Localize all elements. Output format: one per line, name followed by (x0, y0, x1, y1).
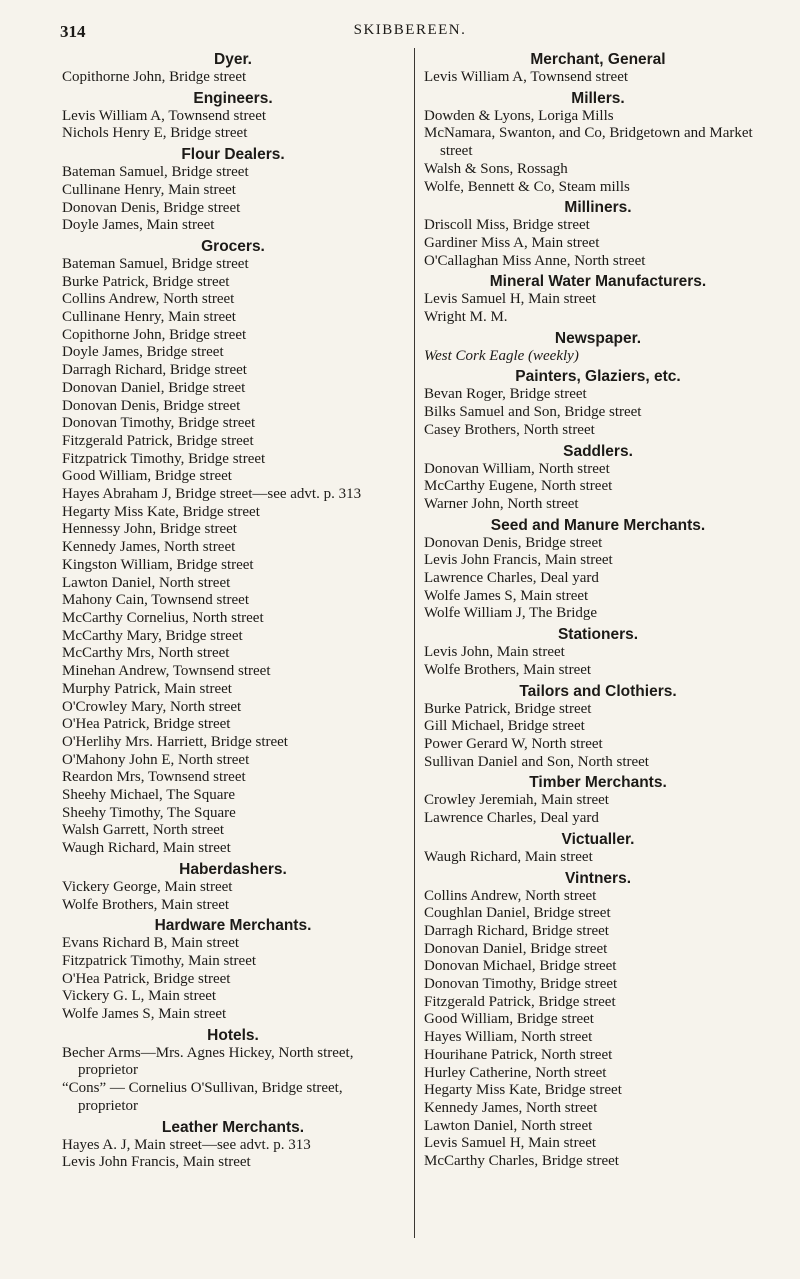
directory-entry: Levis John Francis, Main street (424, 552, 613, 569)
directory-entry: Darragh Richard, Bridge street (424, 922, 609, 939)
section-heading: Mineral Water Manufacturers. (489, 273, 707, 291)
directory-entry: Copithorne John, Bridge street (62, 69, 247, 85)
section-heading: Grocers. (201, 237, 265, 255)
directory-entry: Hegarty Miss Kate, Bridge street (62, 503, 260, 520)
directory-entry: Coughlan Daniel, Bridge street (424, 905, 611, 922)
directory-entry: Hayes William, North street (424, 1029, 593, 1046)
section-heading: Merchant, General (530, 51, 666, 68)
section-stationers (424, 625, 772, 679)
directory-entry: Evans Richard B, Main street (62, 935, 240, 952)
directory-entry: Wolfe William J, The Bridge (424, 605, 598, 622)
directory-entry: Darragh Richard, Bridge street (62, 362, 247, 379)
section-grocers (62, 237, 404, 858)
directory-entry: Bevan Roger, Bridge street (424, 386, 587, 403)
page-number: 314 (60, 22, 86, 41)
section-vintners (424, 869, 772, 1171)
directory-entry: O'Callaghan Miss Anne, North street (424, 252, 646, 269)
directory-entry: Cullinane Henry, Main street (62, 181, 236, 198)
section-heading: Hardware Merchants. (154, 917, 312, 935)
directory-entry: Donovan Denis, Bridge street (62, 397, 241, 414)
directory-entry: Hegarty Miss Kate, Bridge street (424, 1082, 622, 1099)
section-flour-dealers (62, 145, 404, 235)
section-painters-glaziers-etc (424, 367, 772, 439)
section-seed-and-manure-merchants (424, 516, 772, 624)
directory-entry: Waugh Richard, Main street (62, 840, 231, 857)
directory-entry: Good William, Bridge street (424, 1011, 594, 1028)
directory-entry: O'Hea Patrick, Bridge street (62, 716, 231, 733)
section-saddlers (424, 442, 772, 514)
directory-entry: Crowley Jeremiah, Main street (424, 792, 609, 809)
section-heading: Timber Merchants. (529, 774, 667, 792)
directory-entry: Burke Patrick, Bridge street (424, 700, 592, 717)
directory-entry: Donovan Michael, Bridge street (424, 958, 617, 975)
section-heading: Milliners. (564, 199, 632, 217)
directory-entry: Gardiner Miss A, Main street (424, 234, 600, 251)
directory-entry: Donovan William, North street (424, 460, 610, 477)
section-millers (424, 89, 772, 197)
section-heading: Leather Merchants. (161, 1118, 305, 1136)
directory-entry: McCarthy Cornelius, North street (62, 609, 264, 626)
directory-entry: Levis Samuel H, Main street (424, 291, 597, 308)
directory-entry: Gill Michael, Bridge street (424, 718, 585, 735)
directory-entry: McCarthy Eugene, North street (424, 478, 613, 495)
directory-entry: Levis William A, Townsend street (424, 69, 629, 85)
directory-entry: Levis John, Main street (424, 644, 565, 661)
directory-entry: Cullinane Henry, Main street (62, 309, 236, 326)
section-leather-merchants (62, 1118, 404, 1172)
directory-entry: Wright M. M. (424, 309, 508, 326)
directory-entry: Mahony Cain, Townsend street (62, 592, 249, 609)
section-heading: Seed and Manure Merchants. (490, 516, 706, 534)
directory-entry: Wolfe James S, Main street (62, 1006, 227, 1023)
directory-entry: Warner John, North street (424, 495, 579, 512)
section-hotels (62, 1026, 404, 1116)
directory-entry: Fitzpatrick Timothy, Bridge street (62, 450, 266, 467)
directory-entry: Hayes A. J, Main street—see advt. p. 313 (62, 1136, 311, 1153)
section-tailors-and-clothiers (424, 682, 772, 772)
section-heading: Saddlers. (563, 442, 633, 460)
section-heading: Stationers. (557, 626, 639, 644)
directory-entry: Donovan Denis, Bridge street (62, 199, 241, 216)
section-heading: Dyer. (214, 51, 252, 68)
directory-entry: Hayes Abraham J, Bridge street—see advt. p. 313 (62, 486, 362, 503)
directory-entry: Levis John Francis, Main street (62, 1154, 251, 1171)
page-header (60, 22, 760, 44)
directory-entry: Dowden & Lyons, Loriga Mills (424, 107, 614, 124)
directory-entry: Kennedy James, North street (62, 539, 236, 556)
section-merchant-general (424, 50, 772, 87)
directory-entry: Doyle James, Main street (62, 217, 215, 234)
directory-entry: Hurley Catherine, North street (424, 1064, 607, 1081)
directory-entry: O'Mahony John E, North street (62, 751, 250, 768)
directory-entry: Reardon Mrs, Townsend street (62, 769, 246, 786)
section-timber-merchants (424, 773, 772, 827)
directory-entry: Casey Brothers, North street (424, 421, 595, 438)
directory-entry: Wolfe Brothers, Main street (424, 661, 592, 678)
directory-entry: McCarthy Mrs, North street (62, 645, 230, 662)
directory-entry: Doyle James, Bridge street (62, 344, 224, 361)
section-heading: Haberdashers. (179, 860, 287, 878)
directory-entry: Wolfe James S, Main street (424, 587, 589, 604)
section-heading: Tailors and Clothiers. (519, 682, 677, 700)
directory-entry: Wolfe, Bennett & Co, Steam mills (424, 178, 630, 195)
section-hardware-merchants (62, 916, 404, 1024)
section-heading: Newspaper. (554, 329, 642, 347)
directory-entry: West Cork Eagle (weekly) (424, 347, 579, 364)
directory-entry: Power Gerard W, North street (424, 735, 603, 752)
directory-entry: Bateman Samuel, Bridge street (62, 164, 249, 181)
section-heading: Engineers. (193, 89, 273, 107)
directory-entry: Lawton Daniel, North street (424, 1117, 593, 1134)
running-title: SKIBBEREEN. (353, 22, 467, 38)
directory-entry: Minehan Andrew, Townsend street (62, 663, 271, 680)
directory-entry: Lawton Daniel, North street (62, 574, 231, 591)
section-heading: Victualler. (561, 830, 635, 848)
directory-entry: Wolfe Brothers, Main street (62, 896, 230, 913)
directory-entry: Hourihane Patrick, North street (424, 1046, 613, 1063)
directory-entry: O'Crowley Mary, North street (62, 698, 242, 715)
directory-entry: Waugh Richard, Main street (424, 848, 593, 865)
column-divider (414, 48, 415, 1238)
directory-entry: Vickery G. L, Main street (62, 988, 217, 1005)
directory-entry: Donovan Timothy, Bridge street (62, 415, 256, 432)
section-heading: Painters, Glaziers, etc. (515, 368, 681, 386)
section-dyer (62, 50, 404, 87)
section-heading: Hotels. (207, 1026, 259, 1044)
directory-entry: Fitzpatrick Timothy, Main street (62, 952, 257, 969)
directory-entry: Walsh Garrett, North street (62, 822, 225, 839)
directory-entry: Donovan Daniel, Bridge street (62, 379, 246, 396)
section-mineral-water-manufacturers (424, 272, 772, 326)
directory-entry: Lawrence Charles, Deal yard (424, 810, 599, 827)
directory-entry: O'Hea Patrick, Bridge street (62, 970, 231, 987)
section-heading: Millers. (571, 89, 625, 107)
directory-entry: Collins Andrew, North street (424, 887, 597, 904)
section-heading: Flour Dealers. (181, 146, 285, 164)
directory-entry: Nichols Henry E, Bridge street (62, 125, 248, 142)
directory-entry: Hennessy John, Bridge street (62, 521, 237, 538)
directory-entry: Kingston William, Bridge street (62, 556, 254, 573)
directory-entry: Murphy Patrick, Main street (62, 680, 232, 697)
section-victualler (424, 830, 772, 867)
directory-entry: Levis Samuel H, Main street (424, 1135, 597, 1152)
directory-entry: McNamara, Swanton, and Co, Bridgetown and Market street (424, 125, 753, 160)
directory-entry: Fitzgerald Patrick, Bridge street (62, 432, 254, 449)
left-column (62, 48, 404, 1172)
directory-entry: Copithorne John, Bridge street (62, 326, 247, 343)
directory-entry: Sheehy Michael, The Square (62, 787, 236, 804)
directory-entry: “Cons” — Cornelius O'Sullivan, Bridge street, proprietor (62, 1080, 343, 1114)
directory-entry: Kennedy James, North street (424, 1099, 598, 1116)
directory-entry: Sheehy Timothy, The Square (62, 804, 236, 821)
directory-entry: Donovan Daniel, Bridge street (424, 940, 608, 957)
directory-entry: Burke Patrick, Bridge street (62, 273, 230, 290)
section-milliners (424, 198, 772, 270)
right-column (424, 48, 772, 1171)
section-heading: Vintners. (564, 869, 632, 887)
directory-entry: Good William, Bridge street (62, 468, 232, 485)
directory-entry: Becher Arms—Mrs. Agnes Hickey, North street, proprietor (62, 1044, 354, 1079)
directory-entry: McCarthy Charles, Bridge street (424, 1153, 619, 1170)
directory-entry: Bilks Samuel and Son, Bridge street (424, 404, 642, 421)
directory-entry: Lawrence Charles, Deal yard (424, 570, 599, 587)
directory-entry: Bateman Samuel, Bridge street (62, 255, 249, 272)
directory-entry: Donovan Denis, Bridge street (424, 534, 603, 551)
directory-entry: O'Herlihy Mrs. Harriett, Bridge street (62, 733, 288, 750)
section-haberdashers (62, 860, 404, 914)
directory-entry: Donovan Timothy, Bridge street (424, 976, 618, 993)
directory-entry: Fitzgerald Patrick, Bridge street (424, 993, 616, 1010)
directory-entry: Vickery George, Main street (62, 878, 233, 895)
section-newspaper (424, 329, 772, 366)
section-engineers (62, 89, 404, 143)
directory-entry: Walsh & Sons, Rossagh (424, 160, 568, 177)
directory-entry: McCarthy Mary, Bridge street (62, 627, 243, 644)
directory-entry: Collins Andrew, North street (62, 291, 235, 308)
directory-entry: Levis William A, Townsend street (62, 107, 267, 124)
directory-entry: Sullivan Daniel and Son, North street (424, 753, 649, 770)
directory-entry: Driscoll Miss, Bridge street (424, 217, 590, 234)
